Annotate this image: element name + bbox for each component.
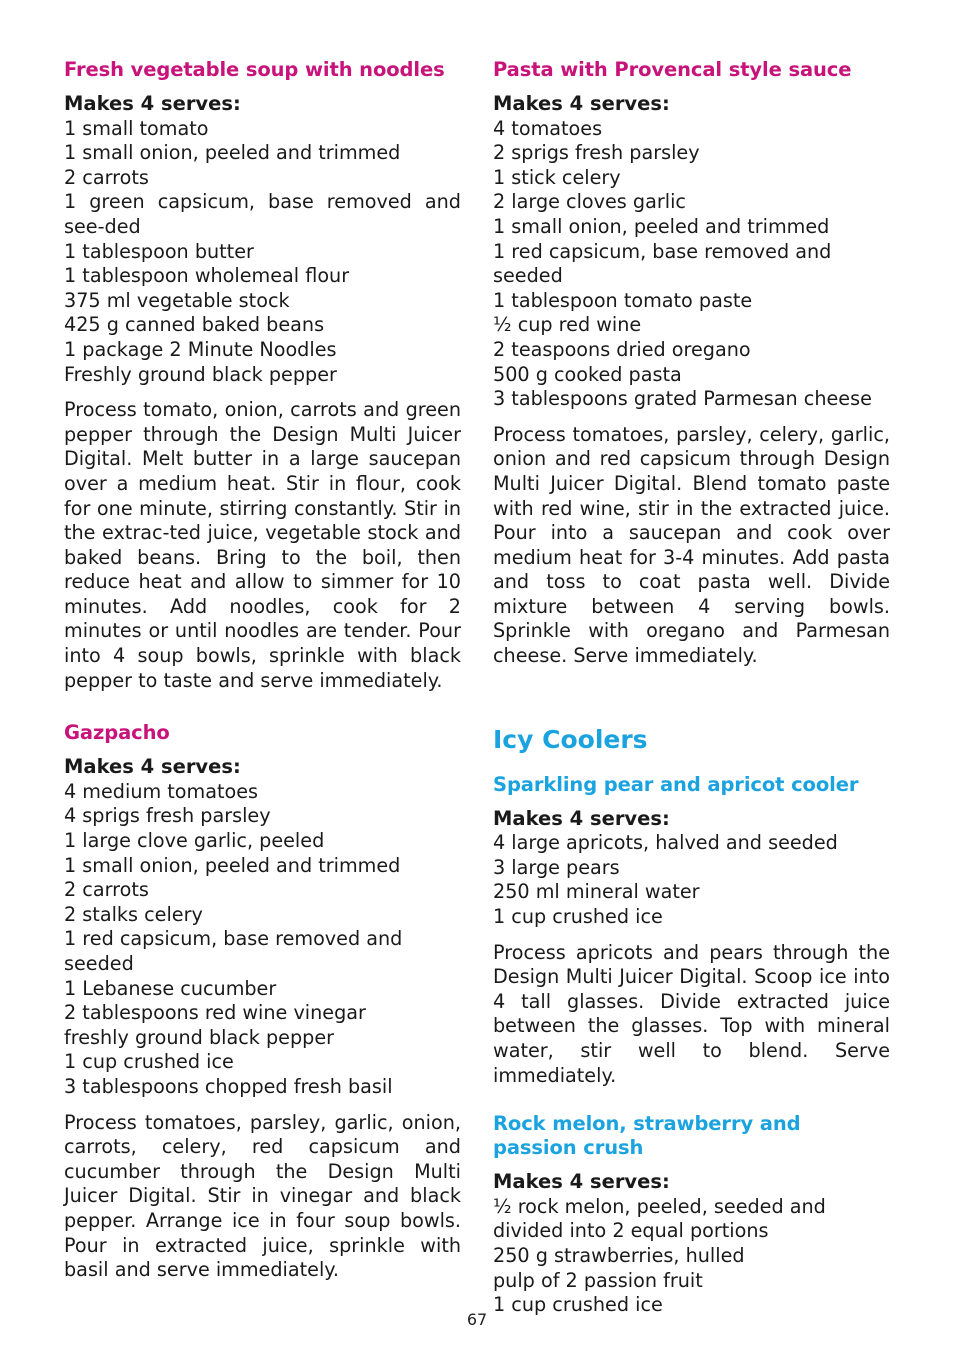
makes-serves: Makes 4 serves: — [493, 806, 670, 830]
ingredient: 2 carrots — [64, 165, 149, 189]
recipe-rock-melon-crush — [493, 1112, 890, 1318]
ingredient: 425 g canned baked beans — [64, 313, 325, 337]
ingredient: 2 teaspoons dried oregano — [493, 337, 751, 361]
recipe-fresh-vegetable-soup — [64, 58, 461, 693]
ingredient: 1 small onion, peeled and trimmed — [493, 214, 830, 238]
recipe-method: Process tomatoes, parsley, garlic, onion, carrots, celery, red capsicum and cucumber through the Design Multi Juicer Digital. Stir in vinegar and black pepper. Arrange ice in four soup bowls. Pour in extracted juice, sprinkle with basil and serve immediately. — [64, 1110, 461, 1282]
recipe-method: Process tomato, onion, carrots and green pepper through the Design Multi Juicer Digital. Melt butter in a large saucepan over a medium heat. Stir in flour, cook for one minute, stirring constantly. Stir in the extrac-ted juice, vegetable stock and baked beans. Bring to the boil, then reduce heat and allow to simmer for 10 minutes. Add noodles, cook for 2 minutes or until noodles are tender. Pour into 4 soup bowls, sprinkle with black pepper to taste and serve immediately. — [64, 398, 461, 692]
ingredient: 500 g cooked pasta — [493, 362, 682, 386]
right-column — [493, 58, 890, 1342]
ingredient: 1 tablespoon wholemeal flour — [64, 264, 350, 288]
ingredient: 1 red capsicum, base removed and seeded — [493, 239, 832, 288]
ingredient: 1 red capsicum, base removed and seeded — [64, 927, 403, 975]
recipe-pasta-provencal — [493, 58, 890, 669]
makes-serves: Makes 4 serves: — [493, 92, 670, 115]
recipe-title: Rock melon, strawberry and passion crush — [493, 1112, 801, 1160]
ingredient: freshly ground black pepper — [64, 1025, 335, 1049]
ingredient: ½ rock melon, peeled, seeded and divided into 2 equal portions — [493, 1194, 826, 1243]
ingredient: 1 green capsicum, base removed and see-ded — [64, 190, 461, 238]
ingredient: Freshly ground black pepper — [64, 362, 337, 386]
ingredient: 3 tablespoons grated Parmesan cheese — [493, 387, 872, 411]
ingredient: 3 large pears — [493, 855, 620, 879]
ingredient: 1 small onion, peeled and trimmed — [64, 141, 401, 165]
ingredient: 4 sprigs fresh parsley — [64, 804, 271, 828]
ingredient: 2 tablespoons red wine vinegar — [64, 1001, 366, 1025]
ingredient: 4 tomatoes — [493, 116, 603, 140]
recipe-title: Pasta with Provencal style sauce — [493, 58, 852, 81]
makes-serves: Makes 4 serves: — [493, 1170, 670, 1194]
ingredient: 4 large apricots, halved and seeded — [493, 831, 838, 855]
ingredient: 1 tablespoon tomato paste — [493, 288, 753, 312]
ingredient: 1 small onion, peeled and trimmed — [64, 853, 401, 877]
ingredient: 1 cup crushed ice — [64, 1050, 234, 1074]
ingredient: 250 g strawberries, hulled — [493, 1243, 745, 1267]
section-title-icy-coolers: Icy Coolers — [493, 724, 648, 754]
recipe-method: Process apricots and pears through the Design Multi Juicer Digital. Scoop ice into 4 tall glasses. Divide extracted juice between the glasses. Top with mineral water, stir well to blend. Serve immediately. — [493, 940, 890, 1087]
recipe-sparkling-pear-cooler — [493, 773, 890, 1089]
ingredient: 1 tablespoon butter — [64, 239, 254, 263]
recipe-method: Process tomatoes, parsley, celery, garlic, onion and red capsicum through Design Multi Juicer Digital. Blend tomato paste with red wine, stir in the extracted juice. Pour into a saucepan and cook over medium heat for 3-4 minutes. Add pasta and toss to coat pasta well. Divide mixture between 4 serving bowls. Sprinkle with oregano and Parmesan cheese. Serve immediately. — [493, 422, 890, 668]
ingredient: 1 stick celery — [493, 165, 621, 189]
ingredient: 2 stalks celery — [64, 902, 203, 926]
ingredient: 250 ml mineral water — [493, 880, 700, 904]
recipe-title: Fresh vegetable soup with noodles — [64, 58, 445, 81]
ingredient: pulp of 2 passion fruit — [493, 1268, 703, 1292]
ingredient: 375 ml vegetable stock — [64, 288, 290, 312]
ingredient: ½ cup red wine — [493, 313, 642, 337]
ingredient: 1 package 2 Minute Noodles — [64, 337, 337, 361]
ingredient: 1 cup crushed ice — [493, 1293, 663, 1317]
left-column — [64, 58, 461, 1307]
recipe-title: Gazpacho — [64, 721, 170, 745]
page-number: 67 — [466, 1310, 488, 1329]
recipe-title: Sparkling pear and apricot cooler — [493, 772, 859, 796]
makes-serves: Makes 4 serves: — [64, 755, 241, 779]
ingredient: 2 carrots — [64, 878, 149, 902]
ingredient: 2 sprigs fresh parsley — [493, 141, 700, 165]
makes-serves: Makes 4 serves: — [64, 92, 241, 115]
ingredient: 2 large cloves garlic — [493, 190, 686, 214]
recipe-gazpacho — [64, 721, 461, 1282]
ingredient: 1 cup crushed ice — [493, 905, 663, 929]
ingredient: 4 medium tomatoes — [64, 779, 259, 803]
ingredient: 1 Lebanese cucumber — [64, 976, 277, 1000]
ingredient: 1 large clove garlic, peeled — [64, 829, 325, 853]
ingredient: 3 tablespoons chopped fresh basil — [64, 1074, 393, 1098]
ingredient: 1 small tomato — [64, 116, 209, 140]
